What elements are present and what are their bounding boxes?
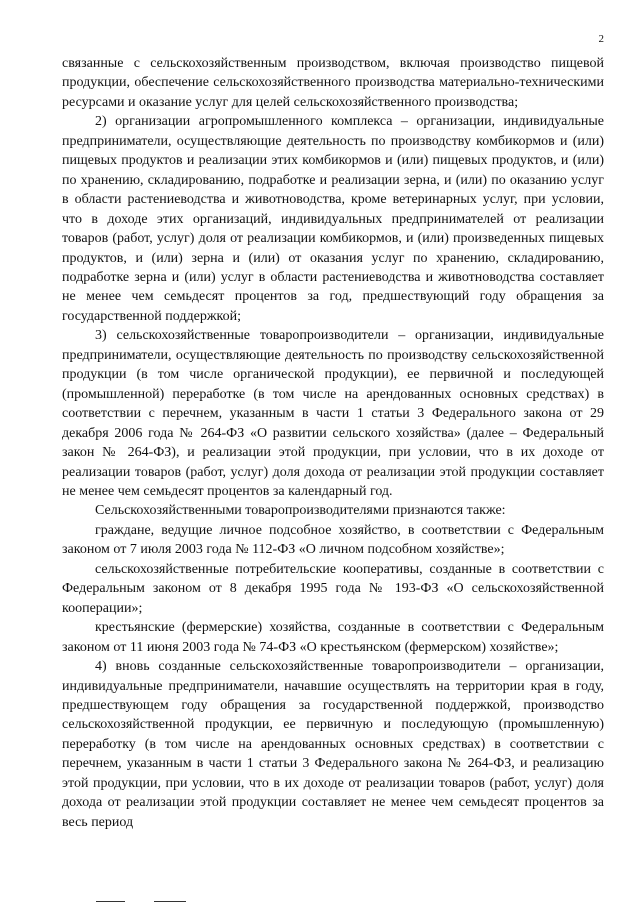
paragraph-personal-subsidiary-farms: граждане, ведущие личное подсобное хозяйство, в соответствии с Федеральным законом от 7 июля 2003 года № 112-ФЗ «О личном подсобном хозяйстве»; bbox=[62, 522, 604, 558]
paragraph-agricultural-producers: 3) сельскохозяйственные товаропроизводители – организации, индивидуальные предприниматели, осуществляющие деятельность по производству сельскохозяйственной продукции (в том числе органической продукции), ее первичной и последующей (промышленной) переработке (в том числе на арендованных основных средствах) в соответствии с перечнем, указанным в части 1 статьи 3 Федерального закона от 29 декабря 2006 года № 264-ФЗ «О развитии сельского хозяйства» (далее – Федеральный закон № 264-ФЗ), и реализации этой продукции, при условии, что в их доходе от реализации товаров (работ, услуг) доля дохода от реализации этой продукции составляет не менее чем семьдесят процентов за календарный год. bbox=[62, 328, 604, 499]
paragraph-peasant-farms: крестьянские (фермерские) хозяйства, созданные в соответствии с Федеральным законом от 11 июня 2003 года № 74-ФЗ «О крестьянском (фермерском) хозяйстве»; bbox=[62, 620, 604, 655]
paragraph-newly-created-producers: 4) вновь созданные сельскохозяйственные товаропроизводители – организации, индивидуальные предприниматели, начавшие осуществлять на территории края в году, предшествующем году обращения за государственной поддержкой, производство сельскохозяйственной продукции, ее первичную и последующую (промышленную) переработку (в том числе на арендованных основных средствах) в соответствии с перечнем, указанным в части 1 статьи 3 Федерального закона № 264-ФЗ, и реализацию этой продукции, при условии, что в их доходе от реализации товаров (работ, услуг) доля дохода от реализации этой продукции составляет не менее чем семьдесят процентов за весь период bbox=[62, 659, 604, 830]
paragraph-continuation: связанные с сельскохозяйственным производством, включая производство пищевой продукции, обеспечение сельскохозяйственного производства материально-техническими ресурсами и оказание услуг для целей сельскохозяйственного производства; bbox=[62, 56, 604, 110]
paragraph-also-recognized: Сельскохозяйственными товаропроизводителями признаются также: bbox=[95, 503, 506, 519]
document-body bbox=[62, 54, 604, 832]
paragraph-consumer-cooperatives: сельскохозяйственные потребительские кооперативы, созданные в соответствии с Федеральным законом от 8 декабря 1995 года № 193-ФЗ «О сельскохозяйственной кооперации»; bbox=[62, 561, 604, 616]
bottom-scan-marks bbox=[96, 901, 196, 904]
scan-mark-left bbox=[96, 901, 125, 902]
paragraph-agroindustrial-organizations: 2) организации агропромышленного комплекса – организации, индивидуальные предприниматели, осуществляющие деятельность по производству комбикормов и (или) пищевых продуктов и реализации этих комбикормов и (или) пищевых продуктов, и (или) по хранению, складированию, подработке и реализации зерна, и (или) по оказанию услуг в области растениеводства и животноводства, кроме ветеринарных услуг, при условии, что в доходе этих организаций, индивидуальных предпринимателей от реализации товаров (работ, услуг) доля от реализации комбикормов, и (или) произведенных пищевых продуктов, и (или) зерна и (или) от оказания услуг по хранению, складированию, подработке зерна и (или) услуг в области растениеводства и животноводства составляет не менее чем семьдесят процентов за год, предшествующий году обращения за государственной поддержкой; bbox=[62, 114, 604, 324]
page-number: 2 bbox=[598, 33, 604, 45]
scan-mark-right bbox=[154, 901, 186, 902]
